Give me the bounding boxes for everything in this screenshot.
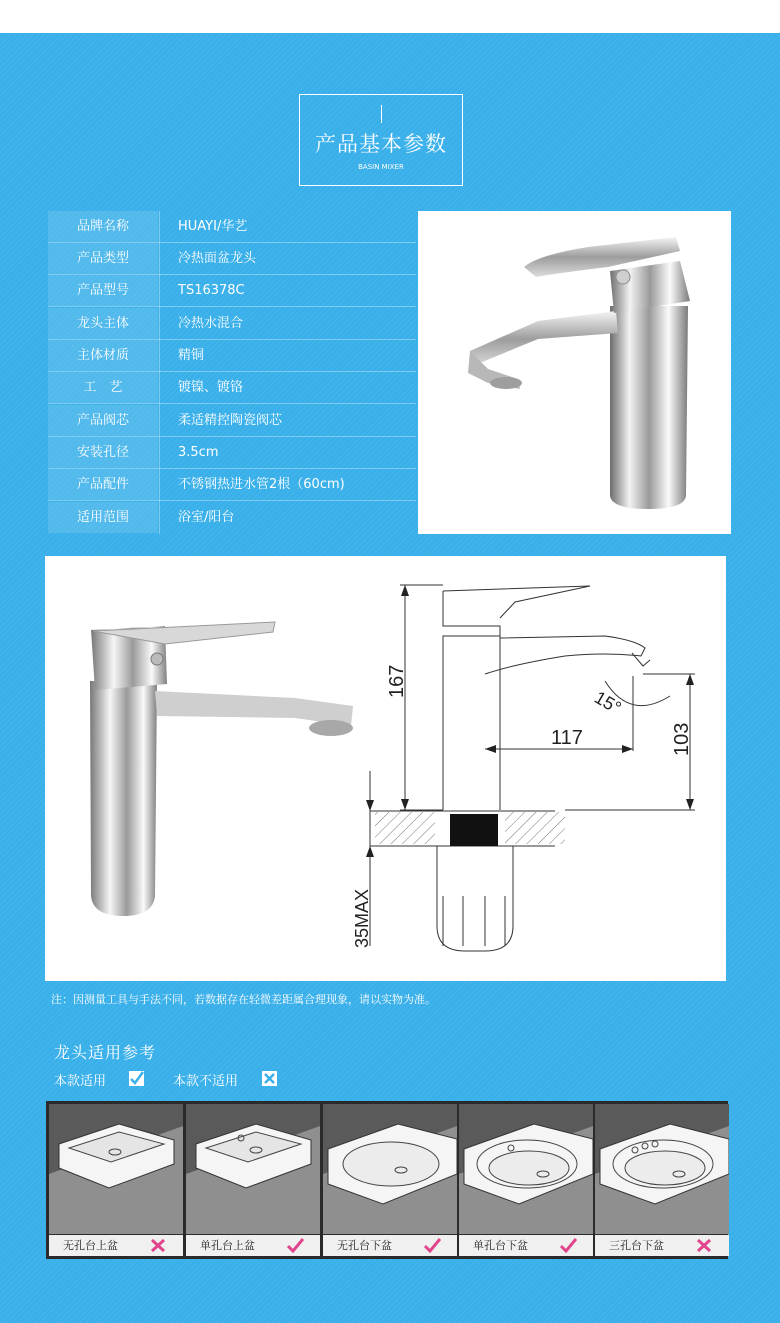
spec-value: 浴室/阳台	[178, 510, 235, 525]
basin-card	[595, 1104, 729, 1256]
mounting-thread	[450, 814, 498, 846]
basin-image-undermount-nohole	[323, 1104, 457, 1234]
spec-value: HUAYI/华艺	[178, 219, 248, 234]
spec-value: 柔适精控陶瓷阀芯	[178, 413, 283, 428]
spec-key: 主体材质	[48, 340, 158, 371]
spec-row	[48, 437, 416, 469]
dim-spout-height: 103	[671, 722, 693, 756]
spec-row	[48, 372, 416, 404]
spec-value: TS16378C	[178, 283, 245, 298]
spec-row	[48, 469, 416, 501]
check-icon	[286, 1238, 304, 1253]
spec-key: 产品类型	[48, 243, 158, 274]
spec-value: 精铜	[178, 348, 205, 363]
dim-max-thickness: 35MAX	[352, 888, 372, 948]
compatibility-title: 龙头适用参考	[54, 1043, 157, 1062]
legend-no-label: 本款不适用	[173, 1074, 239, 1089]
spec-key: 产品配件	[48, 469, 158, 500]
basin-image-undermount-onehole	[459, 1104, 593, 1234]
legend-ok	[54, 1070, 106, 1089]
spec-row	[48, 340, 416, 372]
spec-value: 冷热面盆龙头	[178, 251, 257, 266]
outline-drawing	[370, 585, 695, 951]
cross-icon	[262, 1071, 277, 1086]
spec-key: 产品阀芯	[48, 405, 158, 436]
spec-key: 龙头主体	[48, 308, 158, 339]
spec-key: 适用范围	[48, 502, 158, 533]
cross-icon	[149, 1238, 167, 1253]
spec-key: 产品型号	[48, 275, 158, 306]
basin-label: 单孔台上盆	[186, 1235, 320, 1256]
basin-label: 无孔台上盆	[49, 1235, 183, 1256]
spec-row	[48, 405, 416, 437]
dim-reach: 117	[551, 727, 583, 749]
faucet-image	[418, 211, 731, 534]
dimension-drawing	[45, 556, 726, 981]
counter-hatch-right	[505, 812, 565, 844]
measurement-note: 注：因测量工具与手法不同，若数据存在轻微差距属合理现象，请以实物为准。	[51, 993, 436, 1006]
product-photo	[418, 211, 731, 534]
legend-ok-label: 本款适用	[54, 1074, 107, 1089]
dim-height: 167	[386, 664, 408, 698]
section-subtitle: BASIN MIXER	[358, 163, 404, 171]
basin-image-undermount-threehole	[595, 1104, 729, 1234]
faucet-side-image	[90, 622, 353, 916]
basin-label: 三孔台下盆	[595, 1235, 729, 1256]
basin-image-vessel-onehole	[186, 1104, 320, 1234]
check-icon	[423, 1238, 441, 1253]
basin-compatibility-grid	[46, 1101, 728, 1259]
title-divider	[381, 105, 382, 123]
spec-value: 3.5cm	[178, 445, 219, 460]
spec-key: 安装孔径	[48, 437, 158, 468]
spec-key: 工 艺	[48, 372, 158, 403]
spec-row	[48, 211, 416, 243]
spec-row	[48, 502, 416, 533]
legend-no	[173, 1070, 238, 1089]
cross-icon	[695, 1238, 713, 1253]
section-title-box	[299, 94, 463, 186]
basin-label: 无孔台下盆	[323, 1235, 457, 1256]
spec-row	[48, 275, 416, 307]
basin-label: 单孔台下盆	[459, 1235, 593, 1256]
basin-card	[49, 1104, 183, 1256]
spec-table	[48, 211, 416, 534]
spec-row	[48, 308, 416, 340]
top-band	[0, 0, 780, 33]
spec-value: 镀镍、镀铬	[178, 380, 244, 395]
technical-drawing	[45, 556, 726, 981]
basin-card	[459, 1104, 593, 1256]
check-icon	[559, 1238, 577, 1253]
spec-value: 冷热水混合	[178, 316, 244, 331]
spec-row	[48, 243, 416, 275]
dim-angle: 15°	[591, 687, 625, 719]
basin-image-vessel-nohole	[49, 1104, 183, 1234]
basin-card	[186, 1104, 320, 1256]
section-title: 产品基本参数	[315, 132, 447, 156]
spec-key: 品牌名称	[48, 211, 158, 242]
counter-hatch-left	[375, 812, 435, 844]
check-icon	[129, 1071, 144, 1086]
spec-value: 不锈钢热进水管2根（60cm)	[178, 477, 345, 492]
basin-card	[323, 1104, 457, 1256]
